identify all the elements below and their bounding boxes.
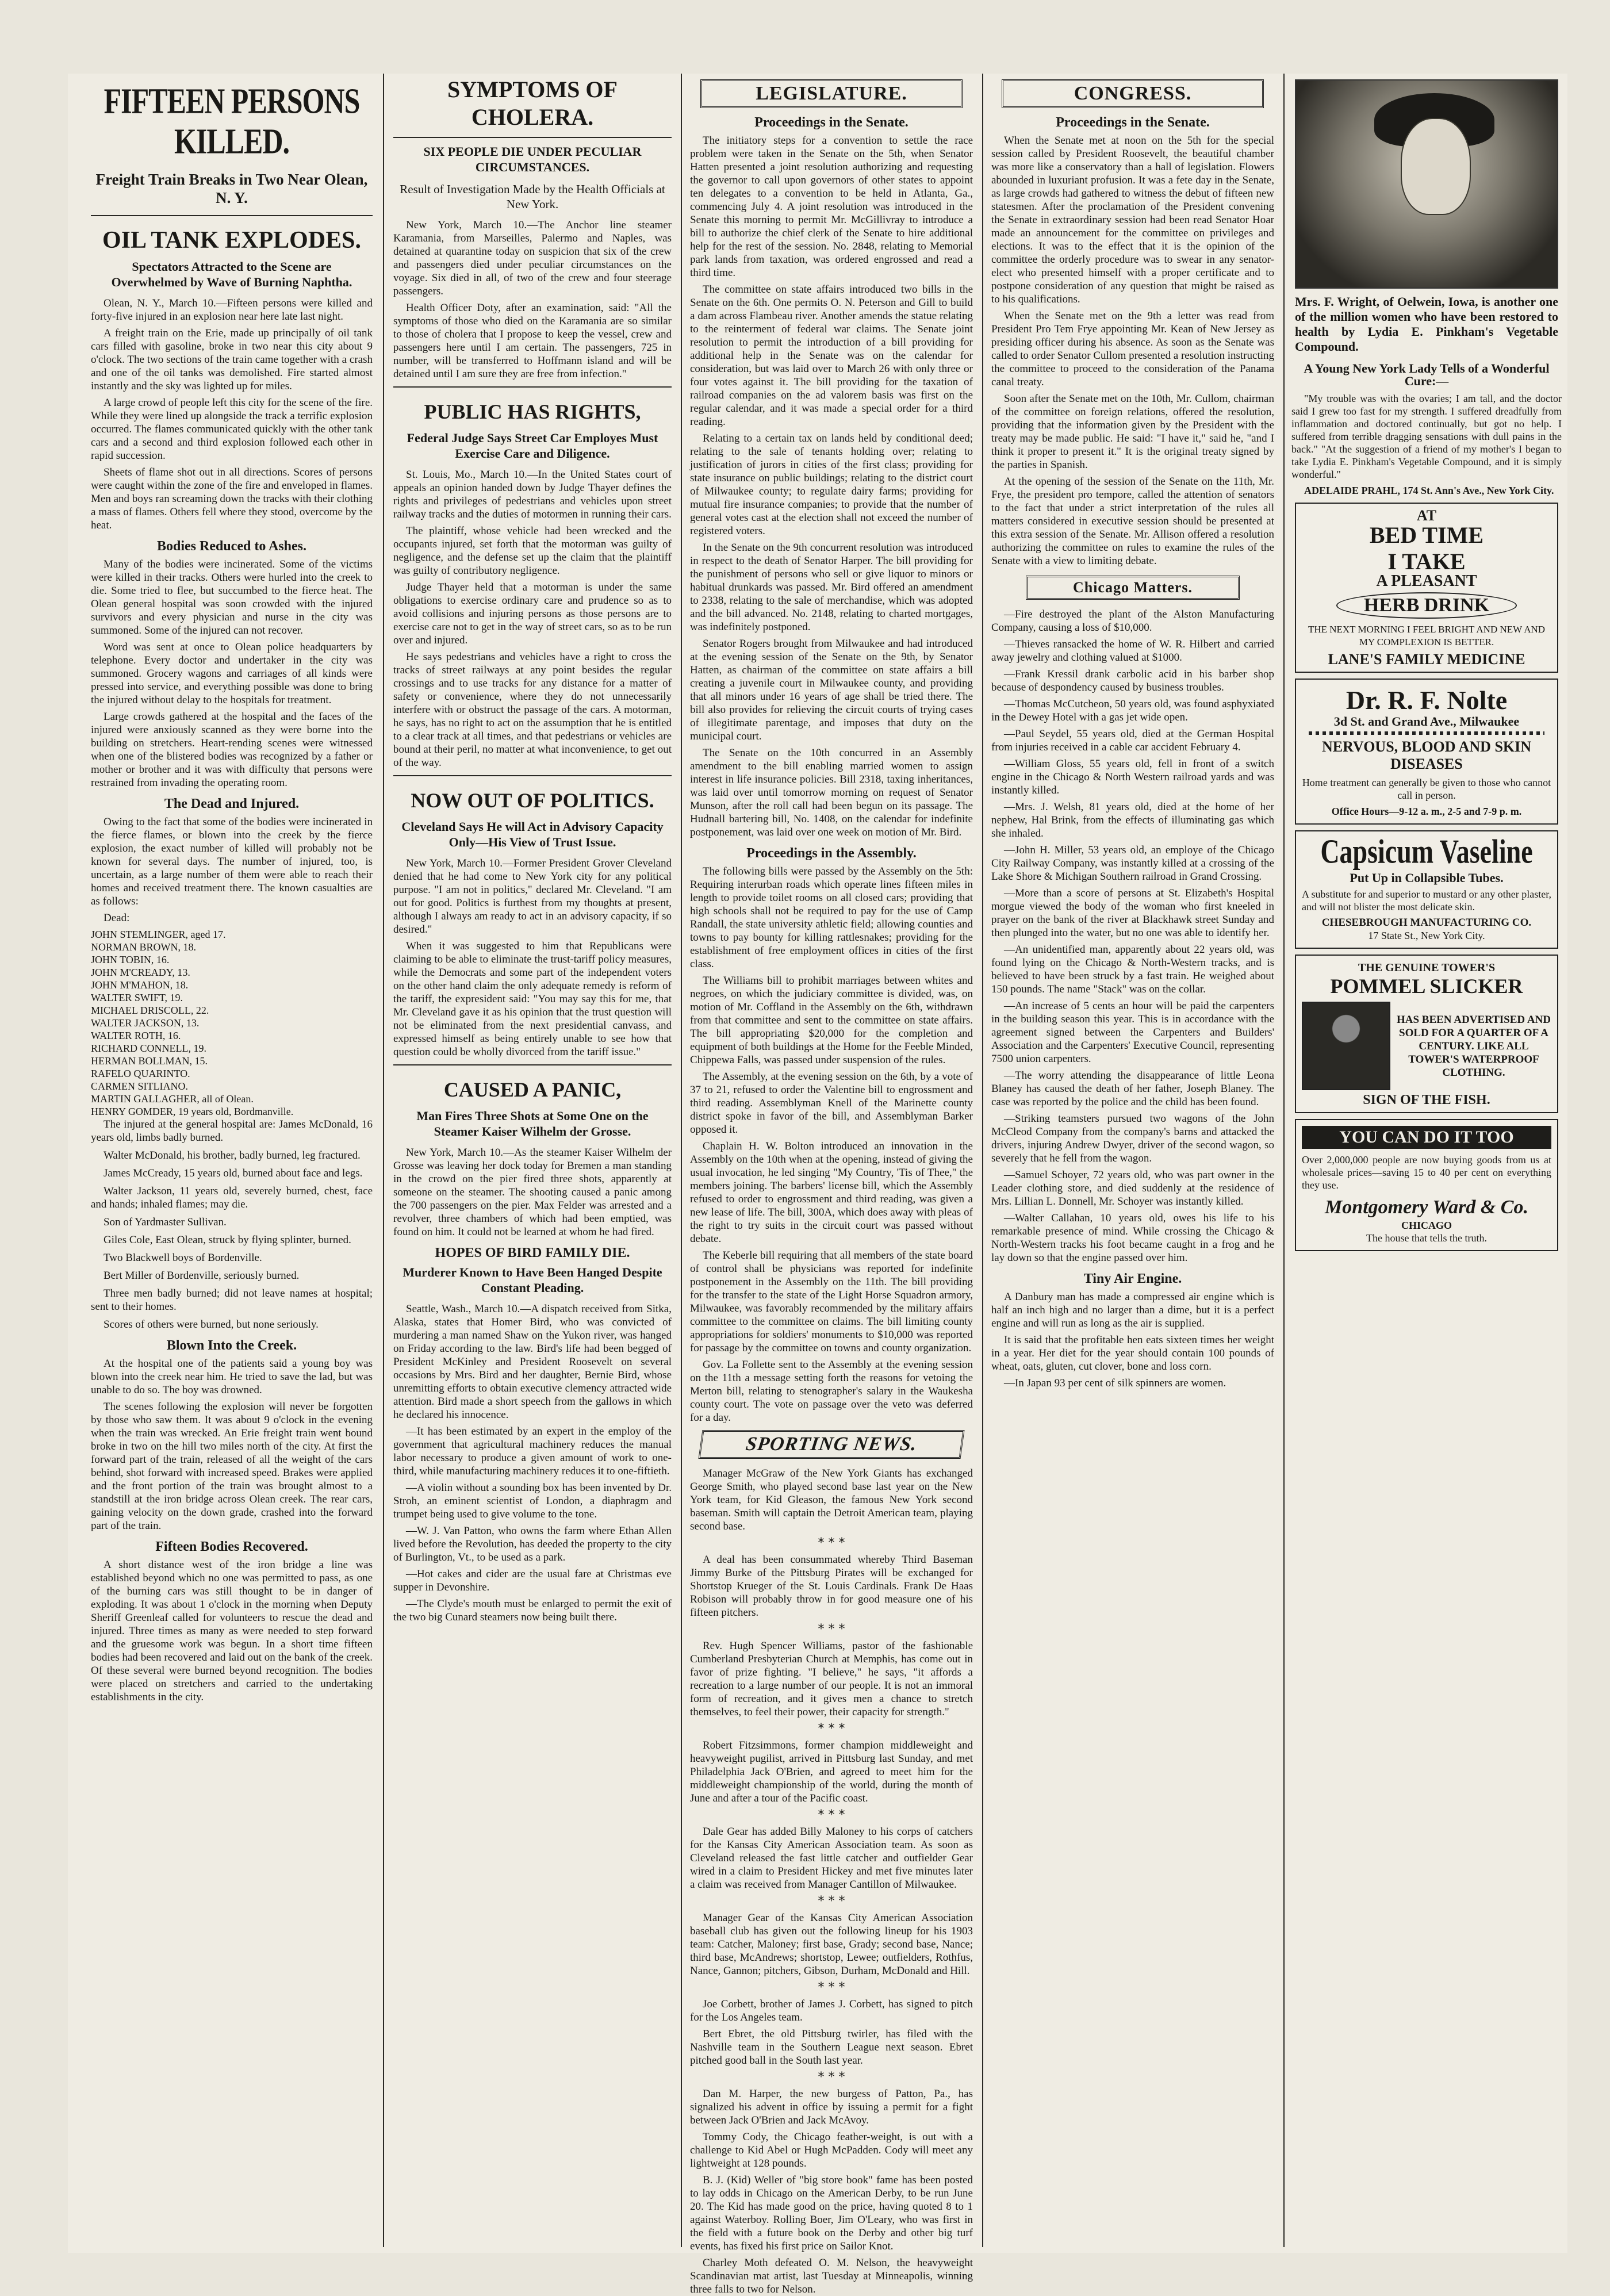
section-title: Proceedings in the Senate. [1056,115,1210,130]
section-title: Proceedings in the Senate. [754,115,908,130]
paragraph: B. J. (Kid) Weller of "big store book" fame has been posted to lay odds in Chicago on the American Derby, to be run June 20. The Kid has made good on the price, having quoted 8 to 1 against Waterboy. Rolling Boer, Jim O'Leary, who was first in the field with a future book on the Derby and other big turf events, has fixed his first price on Sailor Knot. [690,2174,973,2252]
newspaper-page [68,74,1567,2295]
paragraph: The committee on state affairs introduced two bills in the Senate on the 6th. One permits O. N. Peterson and Gill to build a dam across Flambeau river. Another amends the statue relating to the reinterment of federal war claims. The Senate joint resolution to permit the introduction of a bill providing for additional help in the Senate was on the calendar for consideration, but was laid over to March 26 with only three or four votes against it. The bill providing for the taxation of railroad companies on the ad valorem basis was first on the regular calendar, and it was made a special order for a third reading. [690,283,973,428]
deck-man-fires: Man Fires Three Shots at Some One on the Steamer Kaiser Wilhelm der Grosse. [416,1109,649,1139]
column-3 [690,74,973,2295]
paragraph: —The Clyde's mouth must be enlarged to permit the exit of the two big Cunard steamers now being built there. [393,1598,672,1623]
list-item: WALTER JACKSON, 13. [91,1017,200,1029]
section-title: Blown Into the Creek. [166,1338,297,1353]
deck-spectators: Spectators Attracted to the Scene are Overwhelmed by Wave of Burning Naphtha. [111,259,352,289]
list-item: JOHN M'CREADY, 13. [91,967,190,978]
fish-icon [1302,1002,1390,1090]
ad-slicker-sign: SIGN OF THE FISH. [1363,1093,1490,1107]
paragraph: Two Blackwell boys of Bordenville. [103,1252,262,1264]
ad-nolte-text: Home treatment can generally be given to those who cannot call in person. [1302,777,1551,801]
paragraph: A deal has been consummated whereby Third Baseman Jimmy Burke of the Pittsburg Pirates will be exchanged for Shortstop Krueger of the St. Louis Cardinals. Frank De Haas Robison will probably throw in for good measure one of his fifteen pitchers. [690,1554,973,1619]
paragraph: Relating to a certain tax on lands held by conditional deed; relating to the sale of tenants holding over; relating to justification of jurors in cities of the first class; providing for state insurance on public buildings; relating to the district court of Milwaukee county; to regulate dairy farms; providing for mutual fire insurance companies; to provide that the number of general votes cast at the election shall not exceed the number of registered voters. [690,432,973,537]
paragraph: Seattle, Wash., March 10.—A dispatch received from Sitka, Alaska, states that Homer Bird, who was convicted of murdering a man named Shaw on the Yukon river, was hanged on Friday according to the law. Bird's life had been begged of President McKinley and President Roosevelt on several occasions by Mrs. Bird and her daughter, Bernie Bird, whose unremitting efforts to obtain executive clemency attracted wide attention. Bird made a short speech from the gallows in which he declared his innocence. [393,1303,672,1421]
ad-vaseline-sub: Put Up in Collapsible Tubes. [1350,871,1504,885]
paragraph: The following bills were passed by the Assembly on the 5th: Requiring interurban roads which operate lines fifteen miles in length to provide toilet rooms on all closed cars; providing that high schools shall not be required to pay for the use of Camp Randall, the state university athletic field; allowing counties and towns to pay bounty for killing rattlesnakes; providing for the establishment of free employment offices in cities of the first class. [690,865,973,970]
paragraph: He says pedestrians and vehicles have a right to cross the tracks of street railways at any point besides the regular crossings and to use tracks for any distance for a matter of safety or convenience, where they do not unnecessarily interfere with or obstruct the passage of the cars. A motorman, he says, has no right to act on the assumption that he is entitled to a clear track at all times, and that pedestrians or vehicles are bound at their peril, no matter at what inconvenience, to get out of the way. [393,651,672,769]
section-title: Fifteen Bodies Recovered. [155,1539,308,1554]
paragraph: Son of Yardmaster Sullivan. [103,1216,227,1228]
deck-murderer: Murderer Known to Have Been Hanged Despite Constant Pleading. [402,1265,662,1295]
ad-herb-drink [1295,503,1558,673]
section-title: Bodies Reduced to Ashes. [156,539,307,554]
deck-six-die: SIX PEOPLE DIE UNDER PECULIAR CIRCUMSTANCES. [423,144,642,174]
paragraph: —Striking teamsters pursued two wagons of the John McCleod Company from the company's barns and attacked the drivers, injuring Andrew Dwyer, driver of the second wagon, so severely that he fell from the wagon. [991,1113,1274,1164]
list-item: MARTIN GALLAGHER, all of Olean. [91,1093,254,1105]
deck-cleveland: Cleveland Says He will Act in Advisory Capacity Only—His View of Trust Issue. [401,819,664,849]
ad-pinkham-headline: Mrs. F. Wright, of Oelwein, Iowa, is another one of the million women who have been restored to health by Lydia E. Pinkham's Vegetable Compound. [1295,294,1558,354]
paragraph: A freight train on the Erie, made up principally of oil tank cars filled with gasoline, broke in two near this city about 9 o'clock. The two sections of the train came together with a crash and one of the oil tanks was demolished. Fire started almost instantly and the sky was lighted up for miles. [91,327,373,392]
portrait-face [1401,118,1471,216]
list-item: WALTER ROTH, 16. [91,1030,181,1041]
paragraph: —Thomas McCutcheon, 50 years old, was found asphyxiated in the Dewey Hotel with a gas jet wide open. [991,698,1274,723]
list-item: RICHARD CONNELL, 19. [91,1042,206,1054]
paragraph: The Keberle bill requiring that all members of the state board of control shall be physicians was reported for indefinite postponement in the Assembly on the 11th. The bill providing for the transfer to the state of the Light Horse Squadron armory, Milwaukee, was favorably recommended by the military affairs committee to the committee on claims. The bill limiting county appropriations for soldiers' monuments to $10,000 was reported for passage by the committee on towns and county organization. [690,1249,973,1354]
paragraph: —Frank Kressil drank carbolic acid in his barber shop because of despondency caused by business troubles. [991,668,1274,693]
paragraph: St. Louis, Mo., March 10.—In the United States court of appeals an opinion handed down by Judge Thayer defines the rights and privileges of pedestrians and vehicles upon street railway tracks and the duties of motormen in running their cars. [393,469,672,520]
paragraph: Olean, N. Y., March 10.—Fifteen persons were killed and forty-five injured in an explosion near here late last night. [91,297,373,323]
ad-herb-brand: LANE'S FAMILY MEDICINE [1328,651,1525,668]
separator-asterisks-icon: * * * [818,2070,845,2084]
paragraph: The Williams bill to prohibit marriages between whites and negroes, on which the judiciary committee is divided, was, on motion of Mr. Coffland in the Assembly on the 6th, withdrawn from that committee and sent to the committee on state affairs. The bill appropriating $20,000 for the completion and equipment of both buildings at the Home for the Feeble Minded, Chippewa Falls, was passed under suspension of the rules. [690,975,973,1066]
separator-asterisks-icon: * * * [818,1894,845,1908]
paragraph: At the opening of the session of the Senate on the 11th, Mr. Frye, the president pro tempore, called the attention of senators to the fact that under a strict interpretation of the rules all matters considered in executive session should be presented at this extra session of the Senate. Mr. Allison offered a resolution authorizing the committee on rules to examine the rules of the Senate with a view to limiting debate. [991,476,1274,567]
ad-pinkham-signature: ADELAIDE PRAHL, 174 St. Ann's Ave., New York City. [1304,485,1554,496]
paragraph: Charley Moth defeated O. M. Nelson, the heavyweight Scandinavian mat artist, last Tuesday at Minneapolis, winning three falls to two for Nelson. [690,2257,973,2295]
paragraph: Gov. La Follette sent to the Assembly at the evening session on the 11th a message setting forth the reasons for vetoing the Merton bill, relating to stenographer's salary in the Waukesha county court. The vote on passage over the veto was deferred for a day. [690,1359,973,1424]
decorative-rule [1309,731,1544,735]
dead-label: Dead: [103,912,130,924]
paragraph: Manager McGraw of the New York Giants has exchanged George Smith, who played second base last year on the New York team, for Kid Gleason, the famous New York second baseman. Smith will captain the Detroit American team, playing second base. [690,1467,973,1532]
paragraph: The plaintiff, whose vehicle had been wrecked and the occupants injured, set forth that the motorman was guilty of negligence, and the defense set up the claim that the plaintiff was guilty of contributory negligence. [393,525,672,577]
ad-herb-line: AT [1416,507,1437,524]
paragraph: Senator Rogers brought from Milwaukee and had introduced at the evening session of the Senate on the 9th, by Senator Hatten, as chairman of the committee on state affairs a bill creating a juvenile court in Milwaukee county, and providing that all minors under 16 years of age shall be tried there. The bill also provides for relieving the circuit courts of trying cases of illegitimate parentage, and imposes that duty on the municipal court. [690,638,973,742]
divider [91,215,373,216]
ad-nolte-name: Dr. R. F. Nolte [1346,685,1508,715]
divider [393,1064,672,1065]
ad-vaseline-maker: CHESEBROUGH MANUFACTURING CO. [1321,917,1532,929]
paragraph: —Fire destroyed the plant of the Alston Manufacturing Company, causing a loss of $10,000. [991,608,1274,634]
ad-herb-line: I TAKE [1387,549,1466,574]
paragraph: —Walter Callahan, 10 years old, owes his life to his remarkable presence of mind. While crossing the Chicago & North-Western tracks his foot became caught in a frog and he lay down so that the engine passed over him. [991,1212,1274,1264]
paragraph: Tommy Cody, the Chicago feather-weight, is out with a challenge to Kid Abel or Hugh McPadden. Cody will meet any lightweight at 128 pounds. [690,2131,973,2169]
headline-bird-family: HOPES OF BIRD FAMILY DIE. [435,1245,630,1260]
paragraph: Three men badly burned; did not leave names at hospital; sent to their homes. [91,1287,373,1313]
column-rule [383,74,384,2247]
column-2 [393,74,672,2247]
column-rule [1283,74,1285,2247]
paragraph: Judge Thayer held that a motorman is under the same obligations to exercise ordinary care and prudence so as to avoid collisions and injuring persons as those persons are to exercise care not to get in the way of street cars, so as to be run over and injured. [393,581,672,646]
ad-ward-brand: Montgomery Ward & Co. [1325,1197,1528,1218]
paragraph: The Assembly, at the evening session on the 6th, by a vote of 37 to 21, refused to order the Valentine bill to engrossment and third reading. Assemblyman Knell of the Marinette county district spoke in favor of the bill, and Assemblyman Barker opposed it. [690,1071,973,1136]
paragraph: The Senate on the 10th concurred in an Assembly amendment to the bill enabling married women to assign interest in life insurance policies. Bill 2318, taxing inheritances, was laid over until tomorrow morning on request of Senator Munson, after the roll call had been begun on its passage. The Hudnall bartering bill, No. 1408, on the calendar for indefinite postponement, was laid over one week on motion of Mr. Bird. [690,747,973,838]
headline-public-rights: PUBLIC HAS RIGHTS, [424,400,641,423]
paragraph: A Danbury man has made a compressed air engine which is half an inch high and no larger than a dime, but it is a perfect engine and will run as long as the air is supplied. [991,1291,1274,1329]
headline-legislature: LEGISLATURE. [700,79,963,108]
paragraph: The injured at the general hospital are: James McDonald, 16 years old, limbs badly burned. [91,1118,373,1144]
paragraph: Walter Jackson, 11 years old, severely burned, chest, face and hands; inhaled flames; may die. [91,1185,373,1210]
ad-nolte [1295,679,1558,825]
ad-nolte-address: 3d St. and Grand Ave., Milwaukee [1333,714,1520,729]
list-item: HERMAN BOLLMAN, 15. [91,1055,208,1067]
paragraph: Bert Miller of Bordenville, seriously burned. [103,1270,300,1282]
paragraph: At the hospital one of the patients said a young boy was blown into the creek near him. He tried to save the lad, but was unable to do so. The boy was drowned. [91,1358,373,1396]
paragraph: Giles Cole, East Olean, struck by flying splinter, burned. [103,1234,351,1246]
section-title: The Dead and Injured. [164,796,300,811]
paragraph: Joe Corbett, brother of James J. Corbett, has signed to pitch for the Los Angeles team. [690,1998,973,2023]
paragraph: Rev. Hugh Spencer Williams, pastor of the fashionable Cumberland Presbyterian Church at Memphis, has come out in favor of prize fighting. "I believe," he says, "it affords a recreation to a large number of our people. It is not an immoral form of recreation, and it gives men a chance to stretch themselves, to feel their power, their capacity for strength." [690,1640,973,1718]
divider [393,775,672,776]
ad-pommel-slicker [1295,955,1558,1113]
paragraph: Soon after the Senate met on the 10th, Mr. Cullom, chairman of the committee on foreign relations, offered the resolution, providing that the information given by the President with the treaty may be made public. He said: "I have it," said he, "and I think it proper to present it." It is the original treaty signed by the parties in Spanish. [991,393,1274,471]
paragraph: Scores of others were burned, but none seriously. [103,1318,319,1331]
column-1 [91,74,373,2247]
headline-cholera: SYMPTOMS OF CHOLERA. [447,76,618,130]
paragraph: The scenes following the explosion will never be forgotten by those who saw them. It was about 9 o'clock in the evening when the train was wrecked. An Erie freight train went bound broke in two on the hill two miles north of the city. At first the forward part of the train, released of all the weight of the cars behind, shot forward with increased speed. Brakes were applied and the front portion of the train was brought almost to a standstill at the iron bridge across Olean creek. The rear cars, gaining velocity on the down grade, crashed into the forward part of the train. [91,1401,373,1532]
list-item: MICHAEL DRISCOLL, 22. [91,1005,209,1016]
list-item: JOHN M'MAHON, 18. [91,979,189,991]
ad-ward-tagline: The house that tells the truth. [1366,1232,1487,1244]
list-item: JOHN TOBIN, 16. [91,954,170,965]
headline-oil-tank: OIL TANK EXPLODES. [102,227,362,254]
deck-investigation: Result of Investigation Made by the Health Officials at New York. [400,182,665,211]
paragraph: Dale Gear has added Billy Maloney to his corps of catchers for the Kansas City American Association team. As soon as Cleveland released the fast little catcher and outfielder Gear wired in a claim to President Hickey and met five minutes later a claim was received from Manager Cantillon of Milwaukee. [690,1826,973,1891]
headline-fifteen-killed: FIFTEEN PERSONS KILLED. [103,81,360,161]
paragraph: —Thieves ransacked the home of W. R. Hilbert and carried away jewelry and clothing valued at $1000. [991,638,1274,664]
paragraph: —William Gloss, 55 years old, fell in front of a switch engine in the Chicago & North Western railroad yards and was instantly killed. [991,758,1274,796]
dead-list [91,928,373,1118]
ad-vaseline-text: A substitute for and superior to mustard or any other plaster, and will not blister the most delicate skin. [1302,888,1551,913]
paragraph: Bert Ebret, the old Pittsburg twirler, has filed with the Nashville team in the Southern League next season. Ebret pitched good ball in the South last year. [690,2028,973,2067]
paragraph: Owing to the fact that some of the bodies were incinerated in the fierce flames, or blown into the creek by the fierce explosion, the exact number of killed will probably not be known for several days. The number of injured, too, is uncertain, as a large number of them were able to reach their homes and received treatment there. The known casualties are as follows: [91,816,373,907]
subhead-freight-train: Freight Train Breaks in Two Near Olean, N. Y. [95,171,368,206]
ad-ward-head: YOU CAN DO IT TOO [1302,1126,1551,1149]
separator-asterisks-icon: * * * [818,1722,845,1736]
column-rule [681,74,682,2247]
divider [393,386,672,388]
list-item: HENRY GOMDER, 19 years old, Bordmanville. [91,1106,294,1117]
paragraph: —John H. Miller, 53 years old, an employe of the Chicago City Railway Company, was instantly killed at a crossing of the Lake Shore & Michigan Southern railroad in Grand Crossing. [991,844,1274,883]
paragraph: Dan M. Harper, the new burgess of Patton, Pa., has signalized his advent in office by issuing a permit for a fight between Jack O'Brien and Jack McAvoy. [690,2088,973,2126]
headline-congress: CONGRESS. [1002,79,1264,108]
paragraph: —Hot cakes and cider are the usual fare at Christmas eve supper in Devonshire. [393,1568,672,1593]
paragraph: —An increase of 5 cents an hour will be paid the carpenters in the building season this year. This is in accordance with the agreement signed between the Carpenters and Builders' Association and the Carpenters' Executive Council, representing 7500 union carpenters. [991,1000,1274,1065]
ad-slicker-line: THE GENUINE TOWER'S [1358,961,1496,974]
ad-vaseline-address: 17 State St., New York City. [1368,930,1485,941]
paragraph: New York, March 10.—The Anchor line steamer Karamania, from Marseilles, Palermo and Naples, was detained at quarantine today on suspicion that six of the crew and passengers died under peculiar circumstances on the voyage. Six died in all, of two of the crew and four steerage passengers. [393,219,672,297]
paragraph: —In Japan 93 per cent of silk spinners are women. [1004,1377,1226,1389]
ad-ward-city: CHICAGO [1401,1220,1452,1231]
paragraph: A large crowd of people left this city for the scene of the fire. While they were lined up alongside the track a terrific explosion occurred. The flames communicated quickly with the other tank cars and a second and third explosion followed each other in rapid succession. [91,397,373,462]
section-title: Proceedings in the Assembly. [746,846,917,861]
ad-vaseline [1295,830,1558,949]
paragraph: Large crowds gathered at the hospital and the faces of the injured were anxiously scanned as they were borne into the building on stretchers. Heart-rending scenes were witnessed when one of the blistered bodies was recognized by a father or mother or brother and it was with difficulty that persons were restrained from invading the operating room. [91,711,373,789]
list-item: RAFELO QUARINTO. [91,1068,190,1079]
paragraph: —The worry attending the disappearance of little Leona Blaney has caused the death of her father, Joseph Blaney. The case was reported by the police and the child has been found. [991,1070,1274,1108]
ad-montgomery-ward [1295,1119,1558,1251]
paragraph: It is said that the profitable hen eats sixteen times her weight in a year. Her diet for the year should contain 100 pounds of wheat, oats, gluten, cut clover, bone and loss corn. [991,1334,1274,1373]
paragraph: —It has been estimated by an expert in the employ of the government that agricultural machinery reduces the manual labor necessary to produce a given amount of work to one-third, while manufacturing machinery reduces it to one-fiftieth. [393,1425,672,1477]
paragraph: James McCready, 15 years old, burned about face and legs. [103,1167,363,1179]
separator-asterisks-icon: * * * [818,1808,845,1822]
list-item: NORMAN BROWN, 18. [91,941,197,953]
paragraph: In the Senate on the 9th concurrent resolution was introduced in respect to the death of Senator Harper. The bill providing for the punishment of persons who sell or give liquor to minors or habitual drunkards was passed. Mr. Bird offered an amendment to 2338, relating to the sale of merchandise, which was adopted and the bill advanced. No. 2148, relating to charted mortgages, was indefinitely postponed. [690,542,973,633]
list-item: WALTER SWIFT, 19. [91,992,183,1003]
section-title: Tiny Air Engine. [1083,1271,1182,1286]
ad-nolte-hours: Office Hours—9-12 a. m., 2-5 and 7-9 p. m. [1331,806,1522,817]
portrait-illustration [1295,79,1558,289]
ad-herb-text: THE NEXT MORNING I FEEL BRIGHT AND NEW AND MY COMPLEXION IS BETTER. [1308,624,1546,647]
paragraph: —More than a score of persons at St. Elizabeth's Hospital morgue viewed the body of the woman who first kneeled in prayer on the bank of the river at Blackhawk street Sunday and then plunged into the water, but no one was able to identify her. [991,887,1274,939]
paragraph: Many of the bodies were incinerated. Some of the victims were killed in their tracks. Others were hurled into the creek to die. Some tried to flee, but succumbed to the fierce heat. The Olean general hospital was soon crowded with the injured survivors and every physician and nurse in the city was summoned. Some of the injured can not recover. [91,558,373,637]
paragraph: A short distance west of the iron bridge a line was established beyond which no one was permitted to pass, as one of the burning cars was still thought to be in danger of exploding. It was about 1 o'clock in the morning when Deputy Sheriff Greenleaf called for volunteers to rescue the dead and injured. Three times as many as were needed to step forward and the gruesome work was begun. In a short time fifteen bodies had been recovered and laid out on the bank of the creek. Of these several were burned beyond recognition. The bodies were placed on stretchers and carried to the undertaking establishments in the city. [91,1559,373,1703]
paragraph: —Paul Seydel, 55 years old, died at the German Hospital from injuries received in a cable car accident February 4. [991,728,1274,753]
ad-herb-line: HERB DRINK [1336,592,1517,619]
paragraph: When the Senate met on the 9th a letter was read from President Pro Tem Frye appointing Mr. Kean of New Jersey as presiding officer during his absence. As soon as the Senate was called to order Senator Cullom presented a resolution instructing the committee to proceed to the consideration of the Panama canal treaty. [991,310,1274,388]
separator-asterisks-icon: * * * [818,1980,845,1995]
headline-out-of-politics: NOW OUT OF POLITICS. [411,789,654,812]
paragraph: —A violin without a sounding box has been invented by Dr. Stroh, an eminent scientist of London, a diaphragm and trumpet being used to give volume to the tone. [393,1482,672,1520]
paragraph: —Samuel Schoyer, 72 years old, who was part owner in the Leader clothing store, and died suddenly at the residence of Mrs. Lillian L. Donnell, Mr. Schoyer was instantly killed. [991,1169,1274,1208]
ad-nolte-head: NERVOUS, BLOOD AND SKIN DISEASES [1321,738,1532,772]
divider [393,137,672,138]
paragraph: —Mrs. J. Welsh, 81 years old, died at the home of her nephew, Hal Brink, from the effects of illuminating gas which she inhaled. [991,801,1274,840]
paragraph: Walter McDonald, his brother, badly burned, leg fractured. [103,1149,361,1162]
paragraph: Robert Fitzsimmons, former champion middleweight and heavyweight pugilist, arrived in Pittsburg last Sunday, and met Philadelphia Jack O'Brien, and agreed to meet him for the middleweight championship of the world, during the month of June and after a tour of the Pacific coast. [690,1739,973,1804]
paragraph: —An unidentified man, apparently about 22 years old, was found lying on the Chicago & North-Western tracks, and is believed to have been struck by a fast train. He weighed about 150 pounds. The name "Stack" was on the collar. [991,944,1274,995]
paragraph: When the Senate met at noon on the 5th for the special session called by President Roosevelt, the beautiful chamber was more like a conservatory than a hall of legislation. Flowers abounded in luxuriant profusion. It was a fete day in the Senate, as large crowds had gathered to witness the debut of fifteen new statesmen. After the proclamation of the President convening the Senate in extraordinary session had been read Senator Hoar made an announcement for the committee on privileges and elections. It was to the effect that it is the opinion of the committee the orderly procedure was to swear in any senator-elect who presented himself with a proper certificate and to postpone consideration of any question that might be raised as to his qualifications. [991,135,1274,305]
separator-asterisks-icon: * * * [818,1536,845,1550]
headline-caused-panic: CAUSED A PANIC, [443,1078,622,1101]
headline-chicago-matters: Chicago Matters. [1026,576,1240,600]
paragraph: Health Officer Doty, after an examination, said: "All the symptoms of those who died on the Karamania are so similar to those of cholera that I propose to keep the vessel, crew and passengers here until I am certain. The passengers, 725 in number, will be transferred to Hoffmann island and will be detained until I am sure they are free from infection." [393,302,672,380]
list-item: CARMEN SITLIANO. [91,1080,188,1092]
ad-slicker-text: HAS BEEN ADVERTISED AND SOLD FOR A QUARTER OF A CENTURY. LIKE ALL TOWER'S WATERPROOF CLOTHING. [1396,1013,1551,1079]
ad-slicker-name: POMMEL SLICKER [1330,975,1523,998]
paragraph: —W. J. Van Patton, who owns the farm where Ethan Allen lived before the Revolution, has deeded the property to the city of Burlington, Vt., to be used as a park. [393,1525,672,1563]
ad-herb-line: A PLEASANT [1376,572,1477,590]
ad-vaseline-name: Capsicum Vaseline [1320,832,1533,871]
paragraph: Chaplain H. W. Bolton introduced an innovation in the Assembly on the 10th when at the opening, instead of giving the usual invocation, he led singing "My Country, 'Tis of Thee," the members joining. The barbers' license bill, which the Assembly refused to order to engrossment and third reading, was given a new lease of life. The bill, 300A, which does away with pleas of the right to try suits in the circuit court was passed without debate. [690,1140,973,1245]
column-4 [991,74,1274,2247]
separator-asterisks-icon: * * * [818,1622,845,1636]
ad-pinkham-subhead: A Young New York Lady Tells of a Wonderful Cure:— [1304,361,1550,388]
column-rule [982,74,983,2247]
list-item: JOHN STEMLINGER, aged 17. [91,929,226,940]
deck-federal-judge: Federal Judge Says Street Car Employes Must Exercise Care and Diligence. [407,431,658,461]
ad-ward-text: Over 2,000,000 people are now buying goods from us at wholesale prices—saving 15 to 40 per cent on everything they use. [1302,1154,1551,1191]
headline-sporting-news: SPORTING NEWS. [698,1430,964,1459]
paragraph: Manager Gear of the Kansas City American Association baseball club has given out the following lineup for his 1903 team: Catcher, Maloney; first base, Grady; second base, Nance; third base, McAndrews; shortstop, Lewee; outfielders, Rothfus, Nance, Gannon; pitchers, Gibson, Durham, McDonald and Hill. [690,1912,973,1977]
ad-herb-line: BED TIME [1369,522,1484,548]
ad-pinkham-text: "My trouble was with the ovaries; I am tall, and the doctor said I grew too fast for my strength. I suffered dreadfully from inflammation and doctored continually, but got no help. I suffered from terrible dragging sensations with dull pains in the back." "At the suggestion of a friend of my mother's I began to take Lydia E. Pinkham's Vegetable Compound, and it is simply wonderful." [1291,393,1562,480]
paragraph: The initiatory steps for a convention to settle the race problem were taken in the Senate on the 5th, when Senator Hatten presented a joint resolution authorizing and requesting the governor to call upon governors of other states to appoint ten delegates to a convention to be held in Atlanta, Ga., commencing July 4. A joint resolution was introduced in the Senate this morning to permit Mr. McGillivray to introduce a bill to authorize the chief clerk of the Senate to hire additional help for the rest of the session. No. 2848, relating to Memorial park lands from taxation, was ordered engrossed and read a third time. [690,135,973,279]
paragraph: New York, March 10.—Former President Grover Cleveland denied that he had come to New York city for any political purpose. "I am not in politics," declared Mr. Cleveland. "I am out for good. Politics is furthest from my thoughts at present, although I always am ready to act in an advisory capacity, if so desired." [393,857,672,936]
paragraph: When it was suggested to him that Republicans were claiming to be able to eliminate the trust-tariff policy measures, while the Democrats and some part of the independent voters on the other hand claim the only adequate remedy is reform of the tariff, the expresident said: "You may say this for me, that Mr. Cleveland gave it as his opinion that the trust question will not be eliminated from the next presidential canvass, and expressed himself as being entirely unable to see how that question could be wholly divorced from the tariff issue." [393,940,672,1058]
column-5-ads [1291,74,1562,2247]
paragraph: New York, March 10.—As the steamer Kaiser Wilhelm der Grosse was leaving her dock today for Bremen a man standing in the crowd on the pier fired three shots, apparently at someone on the steamer. The shooting caused a panic among the 700 passengers on the pier. Max Felder was arrested and a revolver, three chambers of which had been emptied, was found on him. It could not be learned at whom he had fired. [393,1147,672,1238]
paragraph: Sheets of flame shot out in all directions. Scores of persons were caught within the zone of the fire and enveloped in flames. Men and boys ran screaming down the tracks with their clothing a mass of flames. Others fell where they stood, overcome by the heat. [91,466,373,531]
paragraph: Word was sent at once to Olean police headquarters by telephone. Every doctor and undertaker in the city was summoned. Grocery wagons and carriages of all kinds were pressed into service, and everything possible was done to bring the injured without delay to the hospitals for treatment. [91,641,373,706]
